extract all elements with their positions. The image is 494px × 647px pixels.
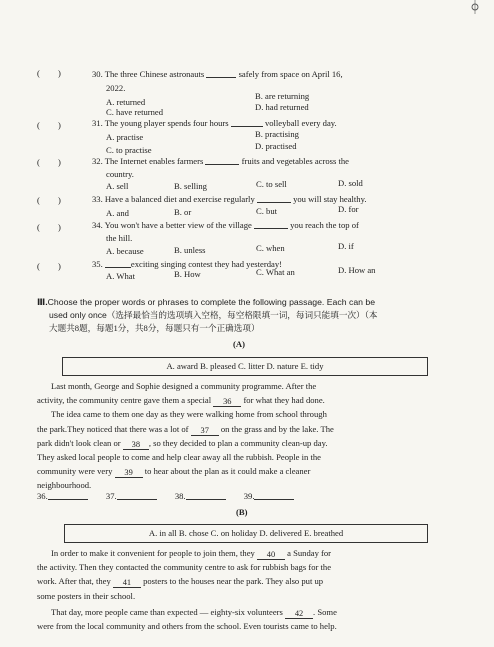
answer-paren: ) <box>58 222 61 232</box>
blank-38: 38 <box>123 441 149 450</box>
answer-line-a: 36. 37. 38. 39. <box>37 491 294 501</box>
question-30-stem-cont: 2022. <box>106 83 126 93</box>
passage-line: were from the local community and others from the school. Even tourists came to help. <box>37 621 337 632</box>
blank-42: 42 <box>285 610 313 619</box>
blank <box>105 259 131 268</box>
answer-paren: ) <box>58 195 61 205</box>
question-34-option-b: B. unless <box>174 245 206 255</box>
question-34-stem-cont: the hill. <box>106 233 133 243</box>
passage-line: the activity. Then they contacted the community centre to ask for rubbish bags for the <box>37 562 332 573</box>
answer-paren: ( <box>37 68 40 78</box>
passage-line: Last month, George and Sophie designed a community programme. After the <box>51 381 317 391</box>
word-bank-b <box>64 524 428 543</box>
question-35-option-c: C. What an <box>256 267 295 277</box>
question-33-option-d: D. for <box>338 204 359 214</box>
passage-line: community were very 39 to hear about the plan as it could make a cleaner <box>37 466 311 478</box>
question-35-stem: 35. exciting singing contest they had yesterday! <box>92 259 282 269</box>
question-30-option-b: B. are returning <box>255 91 310 101</box>
part-a-label: (A) <box>233 339 245 349</box>
answer-paren: ) <box>58 120 61 130</box>
section-3-instruction-line2: used only once（选择最恰当的选项填入空格，每空格限填一词，每词只能填一次）（本 <box>49 310 378 320</box>
question-34-option-c: C. when <box>256 243 285 253</box>
question-34-stem: 34. You won't have a better view of the village you reach the top of <box>92 220 359 230</box>
question-33-stem: 33. Have a balanced diet and exercise regularly you will stay healthy. <box>92 194 367 204</box>
question-33-option-b: B. or <box>174 207 192 217</box>
question-31-option-b: B. practising <box>255 129 299 139</box>
passage-a <box>37 379 467 493</box>
passage-line: some posters in their school. <box>37 590 136 601</box>
passage-b <box>37 546 467 633</box>
answer-paren: ) <box>58 157 61 167</box>
question-32-option-c: C. to sell <box>256 179 287 189</box>
question-32-option-a: A. sell <box>106 181 129 191</box>
passage-line: They asked local people to come and help clear away all the rubbish. People in the <box>37 452 321 463</box>
passage-line: The idea came to them one day as they were walking home from school through <box>51 409 327 420</box>
question-33-option-c: C. but <box>256 206 278 216</box>
question-30-option-c: C. have returned <box>106 107 164 117</box>
passage-line: That day, more people came than expected — eighty-six volunteers 42 . Some <box>51 606 337 618</box>
answer-paren: ( <box>37 195 40 205</box>
answer-blank-39[interactable] <box>254 491 294 500</box>
blank <box>254 220 288 229</box>
section-3-instruction-line1: Ⅲ.Choose the proper words or phrases to complete the following passage. Each can be <box>37 297 376 307</box>
part-b-label: (B) <box>236 507 248 517</box>
answer-blank-38[interactable] <box>186 491 226 500</box>
blank-36: 36 <box>213 398 241 407</box>
question-30-option-a: A. returned <box>106 97 146 107</box>
passage-line: activity, the community centre gave them a special 36 for what they had done. <box>37 395 325 407</box>
answer-paren: ( <box>37 222 40 232</box>
blank <box>206 69 236 78</box>
blank <box>205 156 239 165</box>
section-3-instruction-line3: 大题共8题，每题1分，共8分，每题只有一个正确选项） <box>49 323 260 333</box>
answer-paren: ) <box>58 261 61 271</box>
blank <box>231 118 263 127</box>
question-33-option-a: A. and <box>106 208 129 218</box>
question-34-option-a: A. because <box>106 246 144 256</box>
answer-paren: ( <box>37 120 40 130</box>
question-32-option-d: D. sold <box>338 178 363 188</box>
passage-line: the park.They noticed that there was a lot of 37 on the grass and by the lake. The <box>37 423 334 435</box>
word-bank-a <box>62 357 428 376</box>
answer-paren: ) <box>58 68 61 78</box>
question-30-stem: 30. The three Chinese astronauts safely from space on April 16, <box>92 69 343 79</box>
question-35-option-b: B. How <box>174 269 201 279</box>
blank-39: 39 <box>115 469 143 478</box>
question-32-stem: 32. The Internet enables farmers fruits and vegetables across the <box>92 156 349 166</box>
passage-line: In order to make it convenient for people to join them, they 40 a Sunday for <box>51 548 332 559</box>
word-bank-b-options: A. in all B. chose C. on holiday D. delivered E. breathed <box>148 528 344 538</box>
blank-40: 40 <box>257 551 285 560</box>
question-31-option-d: D. practised <box>255 141 297 151</box>
question-31-stem: 31. The young player spends four hours volleyball every day. <box>92 118 337 128</box>
blank-41: 41 <box>113 579 141 588</box>
question-31-option-a: A. practise <box>106 132 144 142</box>
question-31-option-c: C. to practise <box>106 145 152 155</box>
question-32-stem-cont: country. <box>106 169 134 179</box>
passage-line: work. After that, they 41 posters to the houses near the park. They also put up <box>37 576 324 588</box>
answer-blank-37[interactable] <box>117 491 157 500</box>
passage-line: park didn't look clean or 38 , so they decided to plan a community clean-up day. <box>37 437 328 449</box>
word-bank-a-options: A. award B. pleased C. litter D. nature E. tidy <box>166 361 324 371</box>
question-35-option-a: A. What <box>106 271 135 281</box>
question-35-option-d: D. How an <box>338 265 376 275</box>
passage-line: neighbourhood. <box>37 480 92 491</box>
answer-paren: ( <box>37 261 40 271</box>
question-34-option-d: D. if <box>338 241 354 251</box>
corner-mark-icon <box>468 0 482 14</box>
blank <box>257 194 291 203</box>
answer-blank-36[interactable] <box>48 491 88 500</box>
question-30-option-d: D. had returned <box>255 102 309 112</box>
question-32-option-b: B. selling <box>174 181 207 191</box>
blank-37: 37 <box>191 427 219 436</box>
answer-paren: ( <box>37 157 40 167</box>
